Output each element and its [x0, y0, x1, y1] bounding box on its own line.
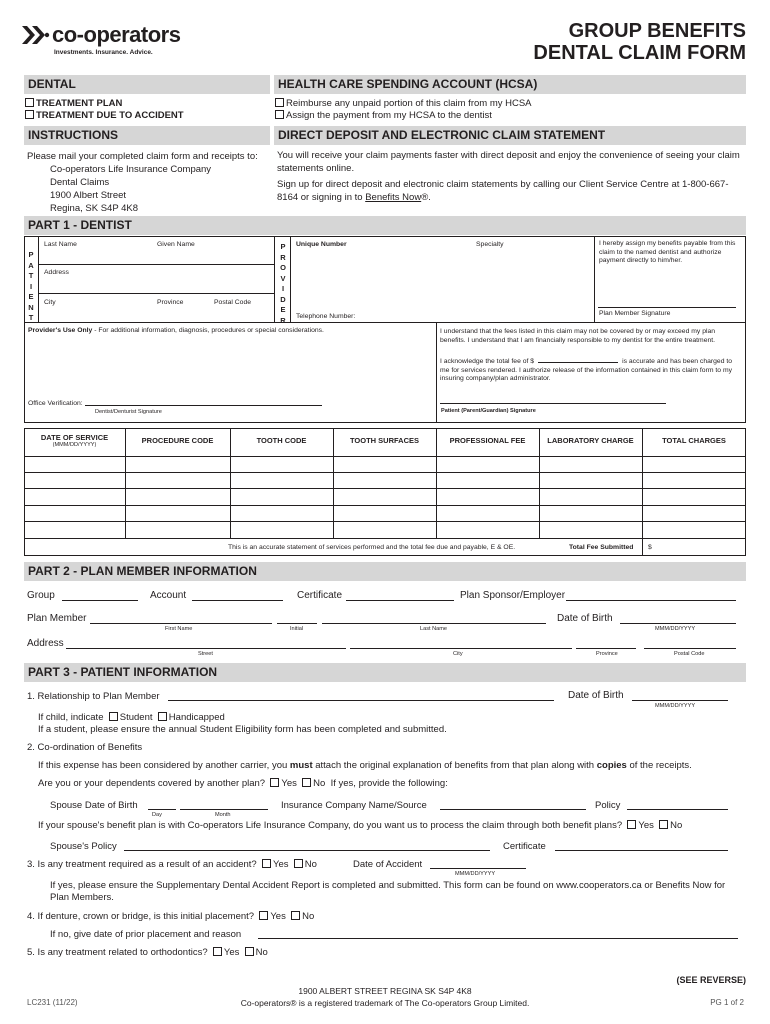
plan-member-signature-field[interactable]: Plan Member Signature	[599, 310, 671, 317]
first-name-hint: First Name	[165, 626, 193, 632]
label: 3. Is any treatment required as a result of an accident?	[27, 859, 257, 870]
understand-text: I understand that the fees listed in this claim may not be covered by or may exceed my plan benefits. I understand that I am financially responsible to my dentist for the entire treatment.	[440, 328, 716, 344]
checkbox[interactable]	[275, 110, 284, 119]
spouse-certificate-label: Certificate	[503, 841, 546, 852]
city-hint: City	[453, 651, 463, 657]
label: If child, indicate	[38, 712, 104, 723]
title-line-1: GROUP BENEFITS	[568, 20, 746, 42]
provider-vertical-label	[278, 242, 288, 326]
label: Handicapped	[168, 712, 225, 723]
patient-city-field[interactable]: City	[44, 299, 56, 306]
checkbox[interactable]	[25, 110, 34, 119]
patient-last-name-field[interactable]: Last Name	[44, 241, 77, 248]
vertical-letter: V	[280, 273, 286, 283]
sponsor-field[interactable]	[566, 600, 736, 601]
vertical-letter: P	[28, 250, 34, 259]
student-note: If a student, please ensure the annual Student Eligibility form has been completed and submitted.	[38, 724, 447, 735]
vertical-letter: I	[29, 281, 33, 291]
patient-address-field[interactable]: Address	[44, 269, 69, 276]
table-row[interactable]	[24, 521, 746, 522]
total-fee-submitted-label: Total Fee Submitted	[569, 544, 634, 551]
covered-no-checkbox[interactable]	[302, 778, 311, 787]
placement-yes-checkbox[interactable]	[259, 911, 268, 920]
hcsa-heading: HEALTH CARE SPENDING ACCOUNT (HCSA)	[274, 75, 746, 94]
vertical-letter: I	[281, 284, 285, 293]
col-professional-fee: PROFESSIONAL FEE	[449, 436, 526, 445]
spouse-dob-day[interactable]	[148, 809, 176, 810]
both-plans-yes-checkbox[interactable]	[627, 820, 636, 829]
part2-heading: PART 2 - PLAN MEMBER INFORMATION	[24, 562, 746, 581]
acknowledge-text	[440, 358, 742, 384]
instructions-text: Please mail your completed claim form and receipts to:	[27, 151, 258, 162]
office-verification-label: Office Verification:	[28, 400, 83, 407]
table-row[interactable]	[24, 505, 746, 506]
label: is accurate and has been charged to me for services rendered. I authorize release of the information contained in this claim form to my insuring company/plan administrator.	[440, 358, 733, 382]
instructions-body	[27, 150, 258, 215]
footer-trademark: Co-operators® is a registered trademark of The Co-operators Group Limited.	[240, 998, 530, 1008]
label: No	[313, 778, 326, 789]
label: must	[289, 760, 313, 771]
street-field[interactable]	[66, 648, 346, 649]
label: attach the original explanation of benefits from that plan along with	[312, 760, 597, 771]
initial-field[interactable]	[277, 623, 317, 624]
dental-option-plan[interactable]	[25, 98, 122, 110]
accident-note: If yes, please ensure the Supplementary Dental Accident Report is completed and submitted. This form can be found on www.cooperators.ca or Benefits Now for Plan Members.	[50, 880, 726, 903]
ins-company-field[interactable]	[440, 809, 586, 810]
q3-accident	[27, 859, 317, 871]
col-laboratory-charge: LABORATORY CHARGE	[547, 436, 634, 445]
label: of the receipts.	[626, 760, 692, 771]
covered-yes-checkbox[interactable]	[270, 778, 279, 787]
vertical-letter: D	[280, 294, 286, 304]
vertical-letter: E	[28, 292, 34, 301]
label: If this expense has been considered by another carrier, you	[38, 760, 290, 771]
date-format-hint: (MMM/DD/YYYY)	[52, 442, 97, 448]
day-hint: Day	[152, 812, 162, 818]
label: Yes	[223, 947, 240, 958]
deposit-paragraph: You will receive your claim payments faster with direct deposit and enjoy the convenience of seeing your claim statements online.	[277, 150, 740, 174]
vertical-letter: P	[280, 242, 286, 251]
logo-tagline: Investments. Insurance. Advice.	[54, 49, 153, 56]
specialty-field[interactable]: Specialty	[476, 241, 504, 248]
table-row[interactable]	[24, 488, 746, 489]
table-row[interactable]	[24, 472, 746, 473]
deposit-paragraph	[277, 179, 742, 204]
q4-placement	[27, 911, 314, 923]
cob-note	[38, 760, 692, 772]
label: 5. Is any treatment related to orthodontics?	[27, 947, 208, 958]
label: Yes	[270, 911, 286, 922]
total-fee-currency[interactable]: $	[648, 544, 652, 551]
deposit-text: Sign up for direct deposit and electronic claim statements by calling our Client Service Centre at 1-800-667-8164 or signing in to	[277, 179, 729, 203]
policy-field[interactable]	[627, 809, 728, 810]
spouse-dob-label: Spouse Date of Birth	[50, 800, 138, 811]
col-total-charges: TOTAL CHARGES	[662, 436, 726, 445]
label: Reimburse any unpaid portion of this claim from my HCSA	[286, 98, 532, 109]
patient-signature-field[interactable]: Patient (Parent/Guardian) Signature	[441, 408, 536, 414]
student-checkbox[interactable]	[109, 712, 118, 721]
dental-heading: DENTAL	[24, 75, 270, 94]
date-accident-field[interactable]	[430, 868, 526, 869]
prior-placement-label: If no, give date of prior placement and reason	[50, 929, 242, 940]
logo-text: co-operators	[52, 22, 181, 47]
col-tooth-code: TOOTH CODE	[256, 436, 307, 445]
label: Yes	[281, 778, 297, 789]
unique-number-field[interactable]: Unique Number	[296, 241, 347, 248]
vertical-letter: E	[280, 305, 286, 314]
services-table	[24, 428, 746, 556]
handicapped-checkbox[interactable]	[158, 712, 167, 721]
ortho-yes-checkbox[interactable]	[213, 947, 222, 956]
dob-label: Date of Birth	[557, 613, 613, 624]
sponsor-label: Plan Sponsor/Employer	[460, 590, 566, 601]
part1-heading: PART 1 - DENTIST	[24, 216, 746, 235]
ortho-no-checkbox[interactable]	[245, 947, 254, 956]
title-line-2: DENTAL CLAIM FORM	[533, 42, 746, 64]
group-field[interactable]	[62, 600, 138, 601]
last-name-hint: Last Name	[420, 626, 448, 632]
label: No	[670, 820, 683, 831]
vertical-letter: O	[280, 263, 286, 272]
address-label: Address	[27, 638, 64, 649]
patient-postal-code-field[interactable]: Postal Code	[214, 299, 252, 306]
account-field[interactable]	[192, 600, 283, 601]
part3-heading: PART 3 - PATIENT INFORMATION	[24, 663, 746, 682]
label: Yes	[273, 859, 289, 870]
checkbox[interactable]	[275, 98, 284, 107]
q5-orthodontics	[27, 947, 268, 959]
dentist-signature-field[interactable]: Dentist/Denturist Signature	[95, 409, 162, 415]
label: No	[304, 859, 317, 870]
city-field[interactable]	[350, 648, 572, 649]
telephone-field[interactable]: Telephone Number:	[296, 313, 356, 320]
dental-option-accident[interactable]	[25, 110, 184, 122]
patient-dob-label: Date of Birth	[568, 690, 624, 701]
label: No	[255, 947, 268, 958]
initial-hint: Initial	[290, 626, 304, 632]
prior-placement-field[interactable]	[258, 938, 738, 939]
vertical-letter: R	[280, 252, 286, 262]
col-tooth-surfaces: TOOTH SURFACES	[349, 436, 420, 445]
label: Student	[119, 712, 153, 723]
deposit-body	[277, 150, 742, 204]
patient-vertical-label	[26, 250, 36, 324]
patient-dob-hint: MMM/DD/YYYY	[655, 703, 696, 709]
label: - For additional information, diagnosis, procedures or special considerations.	[92, 327, 324, 334]
ins-company-label: Insurance Company Name/Source	[281, 800, 427, 811]
street-hint: Street	[198, 651, 213, 657]
label: If yes, provide the following:	[330, 778, 448, 789]
col-date-of-service: DATE OF SERVICE	[40, 433, 109, 442]
date-accident-label: Date of Accident	[353, 859, 423, 870]
patient-dob-field[interactable]	[632, 700, 728, 701]
vertical-letter: R	[280, 315, 286, 325]
col-procedure-code: PROCEDURE CODE	[141, 436, 214, 445]
mail-address-line: Regina, SK S4P 4K8	[50, 203, 139, 214]
total-row	[539, 538, 746, 539]
mail-address-line: Co-operators Life Insurance Company	[50, 164, 212, 175]
footer-address: 1900 ALBERT STREET REGINA SK S4P 4K8	[298, 986, 472, 996]
instructions-heading: INSTRUCTIONS	[24, 126, 270, 145]
date-accident-hint: MMM/DD/YYYY	[455, 871, 496, 877]
mail-address-line: Dental Claims	[50, 177, 110, 188]
dob-hint: MMM/DD/YYYY	[655, 626, 696, 632]
label: If your spouse's benefit plan is with Co-operators Life Insurance Company, do you want us to process the claim through both benefit plans?	[38, 820, 623, 831]
placement-no-checkbox[interactable]	[291, 911, 300, 920]
accurate-statement: This is an accurate statement of services performed and the total fee due and payable, E & OE.	[228, 544, 516, 551]
see-reverse: (SEE REVERSE)	[676, 975, 746, 985]
child-indicator	[38, 712, 225, 724]
account-label: Account	[150, 590, 187, 601]
checkbox[interactable]	[25, 98, 34, 107]
vertical-letter: T	[28, 271, 34, 280]
q1-relationship: 1. Relationship to Plan Member	[27, 691, 160, 702]
province-hint: Province	[596, 651, 618, 657]
spouse-policy-label: Spouse's Policy	[50, 841, 117, 852]
vertical-letter: T	[28, 313, 34, 322]
spouse-policy-field[interactable]	[124, 850, 490, 851]
group-label: Group	[27, 590, 55, 601]
hcsa-option-assign[interactable]	[275, 110, 492, 122]
deposit-heading: DIRECT DEPOSIT AND ELECTRONIC CLAIM STATEMENT	[274, 126, 746, 145]
relationship-field[interactable]	[168, 700, 554, 701]
form-code: LC231 (11/22)	[27, 998, 78, 1007]
plan-member-label: Plan Member	[27, 613, 87, 624]
vertical-letter: N	[28, 302, 34, 312]
table-row[interactable]	[24, 456, 746, 457]
label: Assign the payment from my HCSA to the dentist	[286, 110, 492, 121]
patient-given-name-field[interactable]: Given Name	[157, 241, 195, 248]
month-hint: Month	[215, 812, 231, 818]
label: 4. If denture, crown or bridge, is this initial placement?	[27, 911, 255, 922]
postal-hint: Postal Code	[674, 651, 705, 657]
providers-use-only[interactable]	[28, 327, 324, 336]
certificate-label: Certificate	[297, 590, 343, 601]
certificate-field[interactable]	[346, 600, 454, 601]
label: Are you or your dependents covered by another plan?	[38, 778, 266, 789]
label: Provider's Use Only	[28, 327, 93, 334]
total-fee-blank[interactable]	[538, 362, 618, 363]
label: I acknowledge the total fee of $	[440, 358, 535, 365]
page-number: PG 1 of 2	[710, 998, 744, 1007]
deposit-text: ®.	[421, 191, 431, 203]
form-title	[533, 20, 746, 64]
benefits-now-link[interactable]: Benefits Now	[365, 191, 422, 203]
policy-label: Policy	[595, 800, 621, 811]
patient-province-field[interactable]: Province	[157, 299, 184, 306]
postal-field[interactable]	[644, 648, 736, 649]
accident-yes-checkbox[interactable]	[262, 859, 271, 868]
label: Yes	[638, 820, 654, 831]
accident-no-checkbox[interactable]	[294, 859, 303, 868]
spouse-coop-question	[38, 820, 682, 832]
assign-benefits-text: I hereby assign my benefits payable from this claim to the named dentist and authorize payment directly to him/her.	[599, 240, 736, 264]
first-name-field[interactable]	[90, 623, 272, 624]
vertical-letter: A	[28, 260, 34, 270]
label: copies	[596, 760, 627, 771]
both-plans-no-checkbox[interactable]	[659, 820, 668, 829]
last-name-field[interactable]	[322, 623, 546, 624]
mail-address-line: 1900 Albert Street	[50, 190, 127, 201]
spouse-certificate-field[interactable]	[555, 850, 728, 851]
label: No	[302, 911, 315, 922]
spouse-dob-month[interactable]	[180, 809, 268, 810]
label: TREATMENT PLAN	[36, 98, 123, 109]
province-field[interactable]	[576, 648, 636, 649]
hcsa-option-reimburse[interactable]	[275, 98, 532, 110]
q2-coordination: 2. Co-ordination of Benefits	[27, 742, 143, 753]
label: TREATMENT DUE TO ACCIDENT	[36, 110, 184, 121]
co-operators-logo-icon	[22, 24, 50, 46]
dob-field[interactable]	[620, 623, 736, 624]
covered-question	[38, 778, 448, 790]
total-divider	[642, 538, 643, 556]
